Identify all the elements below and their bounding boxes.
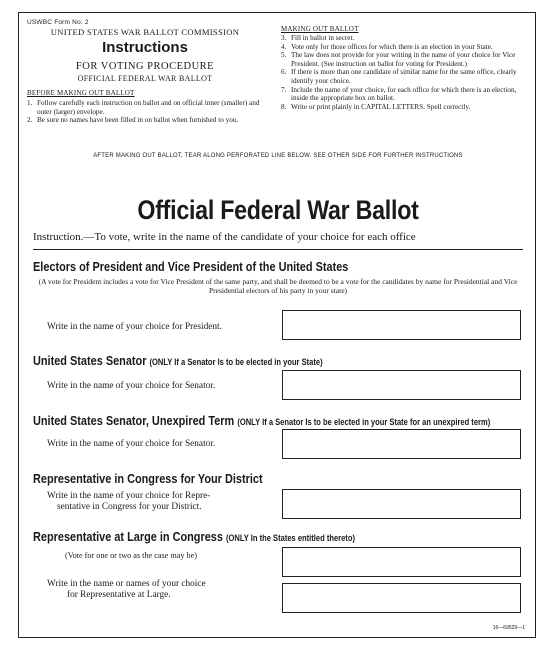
step-text: The law does not provide for your writing in the name of your choice for Vice President. (See instruction on ballot for voting for President.)	[291, 51, 516, 68]
rep-at-large-prompt-line: for Representative at Large.	[67, 590, 171, 600]
instructions-subtitle: FOR VOTING PROCEDURE	[75, 61, 215, 72]
serial-number: 16—69529—1	[492, 625, 525, 631]
step-number: 1.	[27, 99, 33, 107]
senator-prompt: Write in the name of your choice for Senator.	[47, 381, 216, 391]
ballot-title: Official Federal War Ballot	[137, 195, 419, 225]
step-item	[281, 51, 529, 68]
representative-prompt	[47, 491, 210, 513]
step-text: Vote only for those offices for which there is an election in your State.	[291, 42, 493, 51]
step-number: 7.	[281, 85, 287, 94]
step-item	[281, 103, 529, 112]
step-text: Be sure no names have been filled in on ballot when furnished to you.	[37, 116, 239, 125]
form-number: USWBC Form No. 2	[27, 19, 89, 26]
making-heading: MAKING OUT BALLOT	[281, 25, 359, 33]
step-item	[281, 68, 529, 85]
step-text: Include the name of your choice, for each office for which there is an election, inside the appropriate box on ballot.	[291, 85, 517, 103]
step-item	[281, 43, 529, 52]
divider	[33, 249, 523, 250]
section-heading-senator	[33, 353, 323, 368]
section-heading-president: Electors of President and Vice President of the United States	[33, 259, 349, 274]
step-item	[281, 34, 529, 43]
rep-at-large-write-in-box-2[interactable]	[282, 583, 521, 613]
rep-at-large-qualifier: (ONLY In the States entitled thereto)	[226, 533, 355, 543]
section-heading-representative: Representative in Congress for Your District	[33, 471, 263, 486]
senator-write-in-box[interactable]	[282, 370, 521, 400]
president-prompt: Write in the name of your choice for President.	[47, 322, 222, 332]
step-number: 3.	[281, 34, 287, 42]
step-text: If there is more than one candidate of similar name for the same office, clearly identify your choice.	[291, 68, 517, 85]
before-steps	[27, 99, 267, 125]
senator-qualifier: (ONLY If a Senator Is to be elected in your State)	[149, 357, 323, 367]
step-text: Write or print plainly in CAPITAL LETTERS. Spell correctly.	[291, 102, 471, 111]
president-note: (A vote for President includes a vote for Vice President of the same party, and shall be deemed to be a vote for the candidates by name for Presidential and Vice Presidential electors of his party in your state)	[38, 277, 518, 295]
representative-prompt-line: sentative in Congress for your District.	[57, 502, 202, 512]
section-heading-senator-unexpired	[33, 413, 490, 428]
instructions-title: Instructions	[102, 39, 188, 56]
before-heading: BEFORE MAKING OUT BALLOT	[27, 89, 135, 97]
step-number: 4.	[281, 42, 287, 51]
senator-unexpired-write-in-box[interactable]	[282, 429, 521, 459]
step-item	[27, 99, 267, 116]
rep-at-large-vote-note: (Vote for one or two as the case may be)	[65, 551, 197, 560]
rep-at-large-prompt-line: Write in the name or names of your choice	[47, 579, 206, 589]
senator-unexpired-heading-text: United States Senator, Unexpired Term	[33, 413, 235, 428]
commission-name: UNITED STATES WAR BALLOT COMMISSION	[50, 27, 240, 37]
section-heading-rep-at-large	[33, 529, 355, 544]
step-item	[27, 116, 267, 125]
step-number: 8.	[281, 102, 287, 111]
making-steps	[281, 34, 529, 111]
senator-heading-text: United States Senator	[33, 353, 147, 368]
tear-notice: AFTER MAKING OUT BALLOT, TEAR ALONG PERFORATED LINE BELOW. SEE OTHER SIDE FOR FURTHER INSTRUCTIONS	[93, 153, 463, 159]
senator-unexpired-qualifier: (ONLY If a Senator Is to be elected in your State for an unexpired term)	[237, 417, 491, 427]
representative-prompt-line: Write in the name of your choice for Repre-	[47, 491, 211, 501]
senator-unexpired-prompt: Write in the name of your choice for Senator.	[47, 439, 216, 449]
ballot-instruction: Instruction.—To vote, write in the name of the candidate of your choice for each office	[33, 231, 416, 243]
ballot-form	[18, 12, 536, 638]
rep-at-large-heading-text: Representative at Large in Congress	[33, 529, 223, 544]
representative-write-in-box[interactable]	[282, 489, 521, 519]
president-write-in-box[interactable]	[282, 310, 521, 340]
step-number: 2.	[27, 116, 33, 125]
step-item	[281, 86, 529, 103]
step-number: 6.	[281, 68, 287, 77]
instructions-subtitle-2: OFFICIAL FEDERAL WAR BALLOT	[77, 74, 213, 83]
step-text: Follow carefully each instruction on ballot and on official inner (smaller) and outer (larger) envelope.	[37, 99, 260, 116]
rep-at-large-prompt	[47, 579, 206, 601]
rep-at-large-write-in-box-1[interactable]	[282, 547, 521, 577]
step-text: Fill in ballot in secret.	[291, 34, 355, 42]
step-number: 5.	[281, 51, 287, 60]
